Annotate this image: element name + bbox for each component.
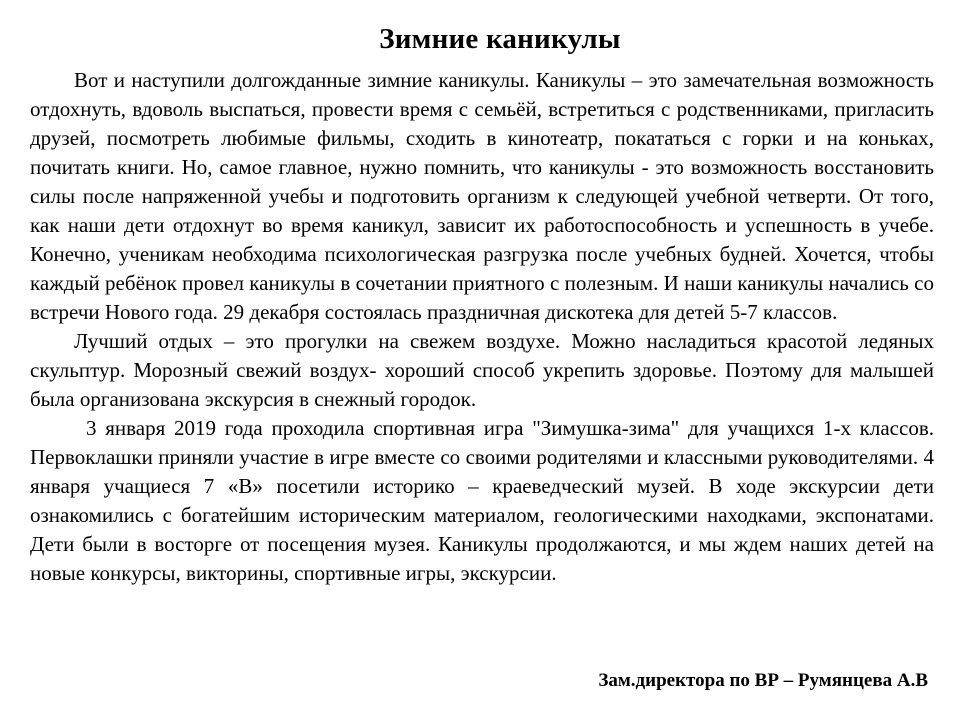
page-title: Зимние каникулы xyxy=(379,23,621,55)
article-body xyxy=(30,66,934,588)
paragraph-1: Вот и наступили долгожданные зимние каникулы. Каникулы – это замечательная возможность отдохнуть, вдоволь выспаться, провести время с семьёй, встретиться с родственниками, пригласить друзей, посмотреть любимые фильмы, сходить в кинотеатр, покататься с горки и на коньках, почитать книги. Но, самое главное, нужно помнить, что каникулы - это возможность восстановить силы после напряженной учебы и подготовить организм к следующей учебной четверти. От того, как наши дети отдохнут во время каникул, зависит их работоспособность и успешность в учебе. Конечно, ученикам необходима психологическая разгрузка после учебных будней. Хочется, чтобы каждый ребёнок провел каникулы в сочетании приятного с полезным. И наши каникулы начались со встречи Нового года. 29 декабря состоялась праздничная дискотека для детей 5-7 классов. xyxy=(30,68,934,324)
paragraph-2: Лучший отдых – это прогулки на свежем воздухе. Можно насладиться красотой ледяных скульптур. Морозный свежий воздух- хороший способ укрепить здоровье. Поэтому для малышей была организована экскурсия в снежный городок. xyxy=(30,329,934,411)
paragraph-3: 3 января 2019 года проходила спортивная игра "Зимушка-зима" для учащихся 1-х классов. Первоклашки приняли участие в игре вместе со своими родителями и классными руководителями. 4 января учащиеся 7 «В» посетили историко – краеведческий музей. В ходе экскурсии дети ознакомились с богатейшим историческим материалом, геологическими находками, экспонатами. Дети были в восторге от посещения музея. Каникулы продолжаются, и мы ждем наших детей на новые конкурсы, викторины, спортивные игры, экскурсии. xyxy=(30,416,934,585)
author-signature: Зам.директора по ВР – Румянцева А.В xyxy=(598,670,928,691)
